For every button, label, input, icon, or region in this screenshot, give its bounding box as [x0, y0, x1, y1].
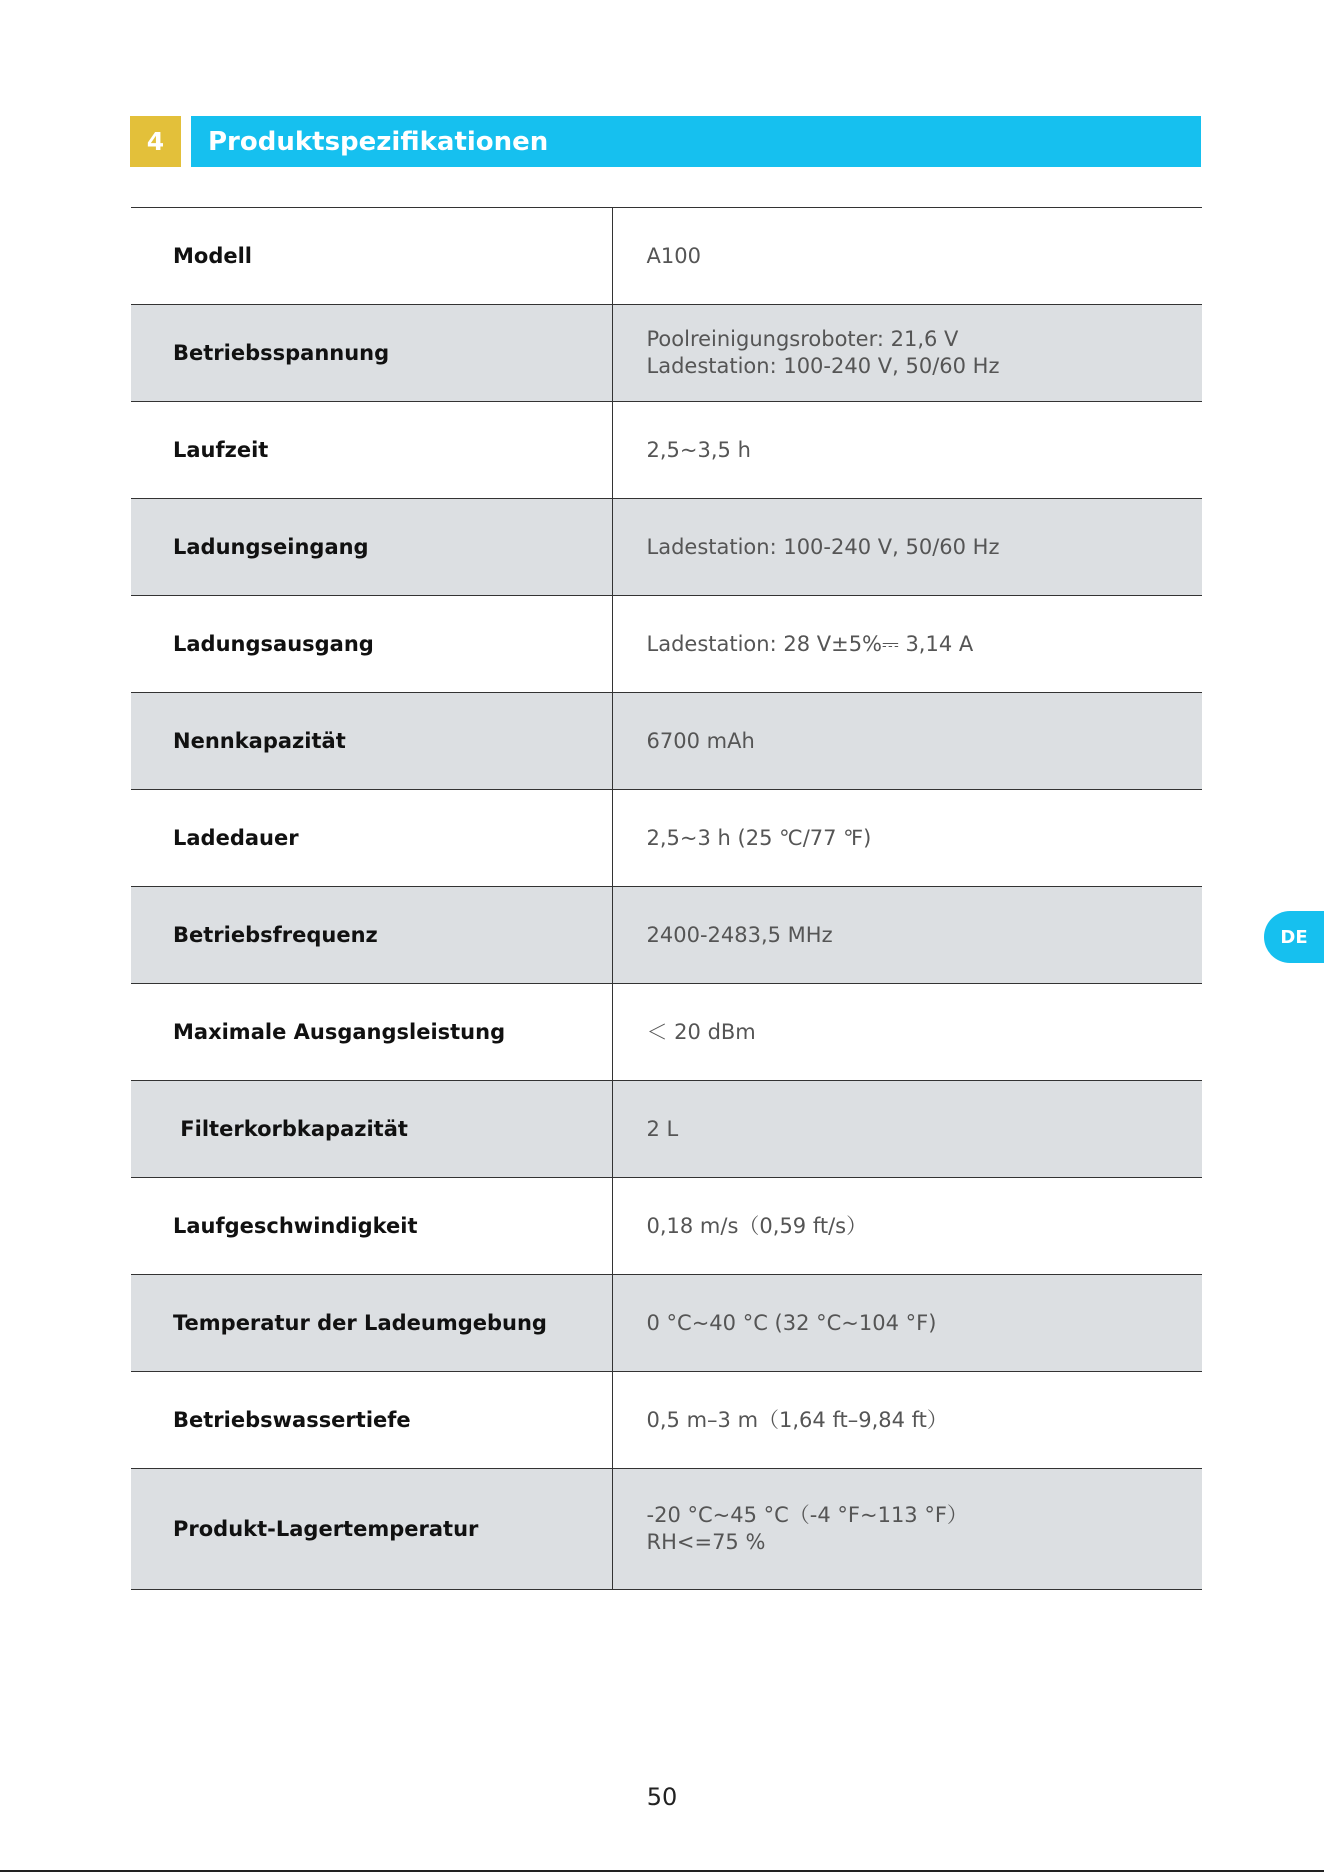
spec-label: Produkt-Lagertemperatur [131, 1469, 612, 1590]
spec-value [612, 596, 1202, 693]
table-row [131, 790, 1202, 887]
spec-value-line: Poolreinigungsroboter: 21,6 V [646, 327, 959, 351]
spec-value [612, 887, 1202, 984]
table-row [131, 693, 1202, 790]
spec-table [131, 207, 1202, 1590]
spec-value [612, 499, 1202, 596]
spec-value [612, 208, 1202, 305]
table-row [131, 984, 1202, 1081]
spec-value [612, 984, 1202, 1081]
spec-label: Ladungseingang [131, 499, 612, 596]
spec-value [612, 1275, 1202, 1372]
spec-label: Modell [131, 208, 612, 305]
spec-value-line: 2,5~3,5 h [646, 437, 751, 462]
language-tab: DE [1264, 911, 1324, 963]
spec-value-line: RH<=75 % [646, 1530, 766, 1554]
table-row [131, 1275, 1202, 1372]
spec-value-line: 6700 mAh [646, 728, 755, 753]
spec-label: Ladedauer [131, 790, 612, 887]
spec-label: Betriebswassertiefe [131, 1372, 612, 1469]
spec-label: Ladungsausgang [131, 596, 612, 693]
table-row [131, 208, 1202, 305]
spec-label: Laufgeschwindigkeit [131, 1178, 612, 1275]
spec-label: Laufzeit [131, 402, 612, 499]
section-header [130, 116, 1201, 167]
spec-value-line: 0,18 m/s（0,59 ft/s） [646, 1213, 868, 1238]
spec-value [612, 1469, 1202, 1590]
spec-value [612, 305, 1202, 402]
spec-value-line: -20 °C~45 °C（-4 °F~113 °F） [646, 1503, 968, 1527]
spec-value [612, 1081, 1202, 1178]
spec-value [612, 1178, 1202, 1275]
spec-value-line: A100 [646, 243, 701, 268]
spec-value-line: 0 °C~40 °C (32 °C~104 °F) [646, 1310, 937, 1335]
spec-label: Betriebsspannung [131, 305, 612, 402]
spec-value-line: Ladestation: 100-240 V, 50/60 Hz [646, 354, 1000, 378]
spec-value-line: 2 L [646, 1116, 679, 1141]
spec-value [612, 790, 1202, 887]
table-row [131, 1372, 1202, 1469]
table-row [131, 1081, 1202, 1178]
spec-label: Betriebsfrequenz [131, 887, 612, 984]
page-number: 50 [646, 1783, 678, 1811]
spec-label: Maximale Ausgangsleistung [131, 984, 612, 1081]
table-row [131, 596, 1202, 693]
section-number: 4 [130, 116, 181, 167]
table-row [131, 1469, 1202, 1590]
spec-label: Nennkapazität [131, 693, 612, 790]
spec-value [612, 402, 1202, 499]
spec-label: Temperatur der Ladeumgebung [131, 1275, 612, 1372]
spec-value-line: 2,5~3 h (25 ℃/77 ℉) [646, 825, 872, 850]
spec-value-line: 2400-2483,5 MHz [646, 922, 833, 947]
spec-value-line: ＜ 20 dBm [646, 1019, 756, 1044]
spec-value-line: 0,5 m–3 m（1,64 ft–9,84 ft） [646, 1407, 948, 1432]
table-row [131, 305, 1202, 402]
spec-value [612, 693, 1202, 790]
table-row [131, 402, 1202, 499]
table-row [131, 499, 1202, 596]
spec-value [612, 1372, 1202, 1469]
table-row [131, 887, 1202, 984]
table-row [131, 1178, 1202, 1275]
section-title: Produktspezifikationen [191, 116, 1201, 167]
spec-value-line: Ladestation: 28 V±5%⎓ 3,14 A [646, 631, 974, 656]
spec-label: Filterkorbkapazität [131, 1081, 612, 1178]
spec-value-line: Ladestation: 100-240 V, 50/60 Hz [646, 534, 1000, 559]
